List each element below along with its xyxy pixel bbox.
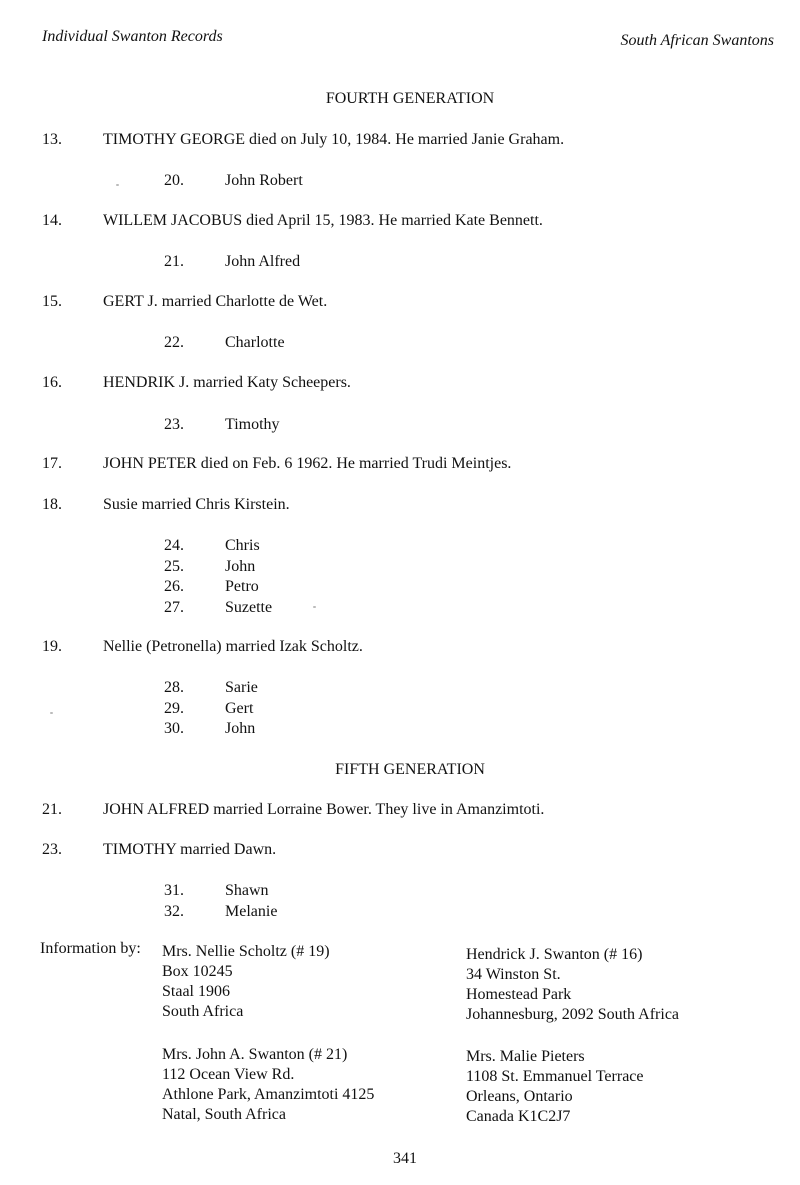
- address-line: Canada K1C2J7: [466, 1108, 571, 1125]
- entry-text: HENDRIK J. married Katy Scheepers.: [103, 374, 351, 391]
- child-row: [164, 699, 253, 720]
- child-number: 21.: [164, 253, 184, 270]
- child-number: 26.: [164, 578, 184, 595]
- child-name: Suzette: [225, 598, 273, 616]
- entry-14: [42, 212, 543, 230]
- child-number: 29.: [164, 699, 184, 717]
- entry-number: 21.: [42, 801, 62, 818]
- entry-15: [42, 293, 327, 311]
- contact-address: [162, 942, 330, 1022]
- entry-text: Nellie (Petronella) married Izak Scholtz.: [103, 638, 363, 655]
- entry-text: TIMOTHY GEORGE died on July 10, 1984. He married Janie Graham.: [103, 131, 565, 148]
- child-row: [164, 171, 303, 192]
- entry-17: [42, 455, 511, 473]
- child-row: [164, 577, 259, 598]
- entry-21: [42, 801, 544, 819]
- child-name: Timothy: [225, 416, 280, 433]
- fourth-generation-heading: FOURTH GENERATION: [325, 90, 495, 107]
- entry-text: WILLEM JACOBUS died April 15, 1983. He married Kate Bennett.: [103, 212, 543, 229]
- contact-address: [162, 1045, 374, 1125]
- entry-text: TIMOTHY married Dawn.: [103, 841, 277, 858]
- child-row: [164, 333, 285, 354]
- entry-number: 19.: [42, 638, 62, 655]
- fifth-generation-heading: FIFTH GENERATION: [335, 761, 485, 778]
- entry-text: Susie married Chris Kirstein.: [103, 496, 290, 513]
- contact-address: [466, 1047, 644, 1127]
- scan-speck: [50, 712, 53, 714]
- entry-23: [42, 841, 276, 859]
- scan-speck: [313, 606, 316, 608]
- address-line: Staal 1906: [162, 983, 230, 1000]
- entry-19: [42, 638, 363, 656]
- child-row: [164, 678, 258, 699]
- child-name: Melanie: [225, 902, 278, 920]
- child-row: [164, 557, 255, 578]
- page-number: 341: [393, 1150, 417, 1167]
- child-row: [164, 719, 255, 740]
- child-row: [164, 902, 277, 923]
- child-number: 22.: [164, 334, 184, 351]
- address-line: Hendrick J. Swanton (# 16): [466, 946, 643, 963]
- contact-address: [466, 945, 679, 1025]
- entry-18: [42, 496, 290, 514]
- child-name: John Robert: [225, 172, 303, 189]
- address-line: 112 Ocean View Rd.: [162, 1066, 295, 1083]
- child-number: 27.: [164, 598, 184, 616]
- child-number: 31.: [164, 882, 184, 899]
- header-right: South African Swantons: [620, 32, 774, 49]
- entry-text: JOHN ALFRED married Lorraine Bower. They live in Amanzimtoti.: [103, 801, 545, 818]
- address-line: Homestead Park: [466, 986, 572, 1003]
- child-number: 30.: [164, 720, 184, 737]
- address-line: Athlone Park, Amanzimtoti 4125: [162, 1086, 375, 1103]
- child-name: Shawn: [225, 882, 269, 899]
- entry-number: 15.: [42, 293, 62, 310]
- child-name: John: [225, 720, 256, 737]
- child-row: [164, 536, 260, 557]
- scan-speck: [116, 184, 119, 186]
- entry-13: [42, 131, 564, 149]
- address-line: Mrs. Malie Pieters: [466, 1048, 585, 1065]
- entry-number: 14.: [42, 212, 62, 229]
- address-line: Mrs. John A. Swanton (# 21): [162, 1046, 348, 1063]
- address-line: Box 10245: [162, 963, 233, 980]
- child-number: 24.: [164, 537, 184, 554]
- child-number: 25.: [164, 557, 184, 575]
- child-name: John Alfred: [225, 253, 301, 270]
- address-line: Natal, South Africa: [162, 1106, 286, 1123]
- child-number: 28.: [164, 679, 184, 696]
- entry-number: 23.: [42, 841, 62, 858]
- child-name: John: [225, 557, 256, 575]
- address-line: Orleans, Ontario: [466, 1088, 573, 1105]
- child-name: Gert: [225, 699, 254, 717]
- entry-text: GERT J. married Charlotte de Wet.: [103, 293, 328, 310]
- child-number: 20.: [164, 172, 184, 189]
- address-line: South Africa: [162, 1003, 244, 1020]
- child-name: Sarie: [225, 679, 258, 696]
- entry-number: 13.: [42, 131, 62, 148]
- header-left: Individual Swanton Records: [42, 28, 223, 45]
- child-number: 32.: [164, 902, 184, 920]
- child-name: Charlotte: [225, 334, 285, 351]
- child-row: [164, 415, 280, 436]
- information-label: Information by:: [40, 940, 141, 957]
- address-line: Johannesburg, 2092 South Africa: [466, 1006, 680, 1023]
- entry-number: 16.: [42, 374, 62, 391]
- child-row: [164, 881, 269, 902]
- entry-number: 18.: [42, 496, 62, 513]
- child-row: [164, 252, 300, 273]
- address-line: 34 Winston St.: [466, 966, 561, 983]
- child-name: Chris: [225, 537, 260, 554]
- child-name: Petro: [225, 578, 259, 595]
- child-number: 23.: [164, 416, 184, 433]
- address-line: 1108 St. Emmanuel Terrace: [466, 1068, 644, 1085]
- child-row: [164, 598, 272, 619]
- entry-text: JOHN PETER died on Feb. 6 1962. He married Trudi Meintjes.: [103, 455, 512, 472]
- address-line: Mrs. Nellie Scholtz (# 19): [162, 943, 330, 960]
- entry-16: [42, 374, 351, 392]
- entry-number: 17.: [42, 455, 62, 472]
